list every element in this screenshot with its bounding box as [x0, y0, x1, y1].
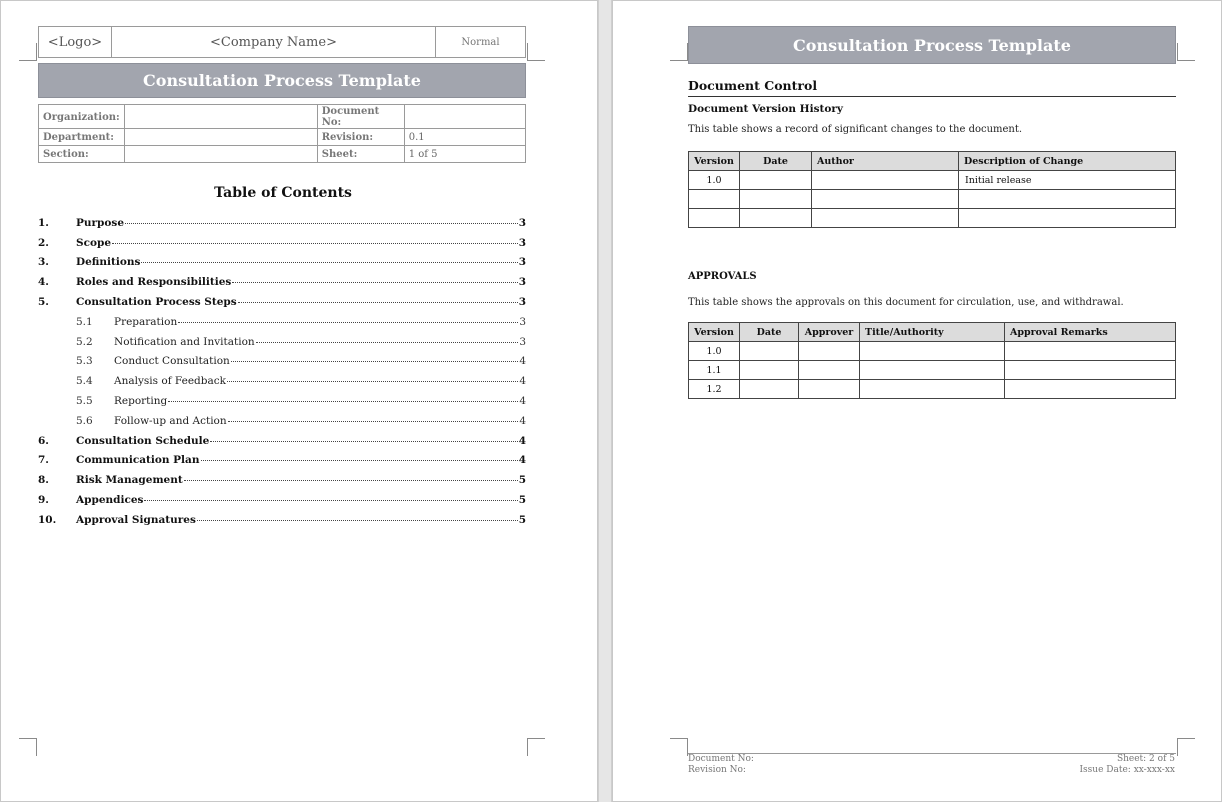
document-control-heading: Document Control	[688, 78, 1176, 97]
table-cell	[860, 380, 1005, 399]
table-row	[689, 171, 1176, 190]
toc-leader-dots	[168, 401, 518, 402]
sheet-value: 1 of 5	[404, 146, 525, 163]
toc-entry[interactable]	[38, 332, 526, 352]
document-title: Consultation Process Template	[38, 63, 526, 98]
crop-mark	[1177, 43, 1195, 61]
toc-entry-page: 5	[518, 513, 526, 526]
toc-leader-dots	[231, 361, 519, 362]
toc-entry-number: 5.4	[76, 375, 93, 388]
crop-mark	[527, 43, 545, 61]
toc-entry-number: 2.	[38, 236, 49, 249]
table-cell	[1005, 380, 1176, 399]
department-value	[124, 129, 317, 146]
footer-issue-date: Issue Date: xx-xxx-xx	[1079, 765, 1175, 775]
table-cell	[740, 361, 799, 380]
toc-entry-page: 4	[518, 454, 526, 467]
section-value	[124, 146, 317, 163]
crop-mark	[19, 43, 37, 61]
footer-revision-no: Revision No:	[688, 765, 746, 775]
table-row	[689, 380, 1176, 399]
toc-entry[interactable]	[38, 431, 526, 451]
style-label: Normal	[436, 27, 526, 58]
toc-entry-number: 9.	[38, 494, 49, 507]
toc-leader-dots	[232, 282, 517, 283]
footer-document-no: Document No:	[688, 754, 754, 764]
toc-entry-text: Roles and Responsibilities	[76, 276, 232, 289]
toc-entry-text: Approval Signatures	[76, 513, 196, 526]
toc-leader-dots	[256, 342, 519, 343]
header-table	[38, 26, 526, 58]
toc-entry[interactable]	[38, 411, 526, 431]
toc-leader-dots	[197, 520, 518, 521]
table-cell	[1005, 361, 1176, 380]
version-history-heading: Document Version History	[688, 103, 843, 115]
sheet-label: Sheet:	[317, 146, 404, 163]
department-label: Department:	[39, 129, 125, 146]
toc-entry-page: 3	[518, 256, 526, 269]
toc-entry-number: 1.	[38, 216, 49, 229]
toc-leader-dots	[125, 223, 518, 224]
version-history-description: This table shows a record of significant changes to the document.	[688, 124, 1023, 135]
revision-label: Revision:	[317, 129, 404, 146]
toc-entry-page: 3	[518, 276, 526, 289]
toc-entry-text: Notification and Invitation	[114, 335, 255, 348]
column-header: Approval Remarks	[1005, 323, 1176, 342]
table-row	[689, 209, 1176, 228]
table-of-contents	[38, 213, 526, 530]
toc-entry-text: Reporting	[114, 395, 168, 408]
toc-entry-page: 3	[518, 236, 526, 249]
table-cell	[812, 209, 959, 228]
crop-mark	[1177, 738, 1195, 756]
toc-entry-number: 5.1	[76, 315, 93, 328]
table-cell	[689, 209, 740, 228]
toc-entry-number: 8.	[38, 474, 49, 487]
toc-entry-page: 4	[518, 434, 526, 447]
revision-value: 0.1	[404, 129, 525, 146]
column-header: Date	[740, 323, 799, 342]
toc-entry-number: 5.3	[76, 355, 93, 368]
toc-entry[interactable]	[38, 470, 526, 490]
organization-value	[124, 105, 317, 129]
footer-divider	[688, 753, 1176, 754]
page-2	[612, 0, 1222, 802]
toc-entry-text: Appendices	[76, 494, 144, 507]
table-cell	[812, 190, 959, 209]
toc-entry[interactable]	[38, 451, 526, 471]
page-gutter	[598, 0, 612, 802]
toc-entry-text: Consultation Schedule	[76, 434, 210, 447]
toc-entry[interactable]	[38, 213, 526, 233]
logo-placeholder: <Logo>	[39, 27, 112, 58]
crop-mark	[670, 43, 688, 61]
toc-entry-number: 5.6	[76, 414, 93, 427]
table-cell	[740, 342, 799, 361]
toc-leader-dots	[184, 480, 518, 481]
toc-entry-page: 3	[518, 296, 526, 309]
approvals-table	[688, 322, 1176, 399]
toc-entry-text: Definitions	[76, 256, 141, 269]
toc-entry-text: Scope	[76, 236, 112, 249]
toc-leader-dots	[227, 381, 518, 382]
table-cell: Initial release	[959, 171, 1176, 190]
toc-entry-number: 7.	[38, 454, 49, 467]
table-cell	[1005, 342, 1176, 361]
toc-entry-page: 4	[519, 395, 526, 408]
toc-entry-number: 5.2	[76, 335, 93, 348]
table-cell: 1.0	[689, 171, 740, 190]
table-cell	[740, 209, 812, 228]
toc-entry-number: 5.	[38, 296, 49, 309]
table-cell	[689, 190, 740, 209]
approvals-heading: APPROVALS	[688, 271, 757, 282]
toc-entry-page: 5	[518, 474, 526, 487]
toc-entry-text: Risk Management	[76, 474, 183, 487]
toc-entry[interactable]	[38, 371, 526, 391]
toc-entry[interactable]	[38, 510, 526, 530]
section-label: Section:	[39, 146, 125, 163]
table-cell	[860, 361, 1005, 380]
table-cell	[959, 190, 1176, 209]
document-no-label: Document No:	[317, 105, 404, 129]
toc-entry-text: Analysis of Feedback	[114, 375, 226, 388]
toc-title: Table of Contents	[214, 185, 352, 201]
toc-entry[interactable]	[38, 490, 526, 510]
toc-entry[interactable]	[38, 233, 526, 253]
table-row	[689, 361, 1176, 380]
toc-leader-dots	[201, 460, 518, 461]
table-cell: 1.0	[689, 342, 740, 361]
toc-entry-page: 4	[519, 355, 526, 368]
table-cell	[740, 380, 799, 399]
document-title-page-2: Consultation Process Template	[688, 26, 1176, 64]
toc-entry-text: Consultation Process Steps	[76, 296, 237, 309]
table-cell	[799, 342, 860, 361]
column-header: Title/Authority	[860, 323, 1005, 342]
toc-entry[interactable]	[38, 292, 526, 312]
toc-entry[interactable]	[38, 352, 526, 372]
page-1	[0, 0, 598, 802]
toc-entry-page: 3	[519, 335, 526, 348]
toc-entry[interactable]	[38, 391, 526, 411]
toc-leader-dots	[144, 500, 517, 501]
crop-mark	[670, 738, 688, 756]
toc-entry-page: 3	[518, 216, 526, 229]
document-no-value	[404, 105, 525, 129]
table-row	[689, 190, 1176, 209]
toc-leader-dots	[141, 262, 517, 263]
crop-mark	[19, 738, 37, 756]
table-cell	[740, 190, 812, 209]
toc-entry-text: Purpose	[76, 216, 124, 229]
toc-entry[interactable]	[38, 272, 526, 292]
approvals-description: This table shows the approvals on this document for circulation, use, and withdrawal.	[688, 297, 1124, 308]
organization-label: Organization:	[39, 105, 125, 129]
toc-entry-text: Preparation	[114, 315, 178, 328]
table-cell: 1.1	[689, 361, 740, 380]
crop-mark	[527, 738, 545, 756]
toc-entry-page: 4	[519, 414, 526, 427]
table-cell	[860, 342, 1005, 361]
toc-entry-text: Follow-up and Action	[114, 414, 227, 427]
column-header: Version	[689, 152, 740, 171]
table-cell	[959, 209, 1176, 228]
column-header: Date	[740, 152, 812, 171]
toc-leader-dots	[238, 302, 518, 303]
toc-entry[interactable]	[38, 253, 526, 273]
table-cell	[812, 171, 959, 190]
company-name: <Company Name>	[112, 27, 436, 58]
table-cell	[799, 380, 860, 399]
version-history-table	[688, 151, 1176, 228]
column-header: Description of Change	[959, 152, 1176, 171]
toc-entry[interactable]	[38, 312, 526, 332]
toc-entry-page: 4	[519, 375, 526, 388]
column-header: Version	[689, 323, 740, 342]
column-header: Author	[812, 152, 959, 171]
toc-entry-number: 10.	[38, 513, 57, 526]
table-cell: 1.2	[689, 380, 740, 399]
column-header: Approver	[799, 323, 860, 342]
toc-leader-dots	[210, 441, 517, 442]
toc-leader-dots	[228, 421, 519, 422]
toc-entry-page: 3	[519, 315, 526, 328]
table-cell	[740, 171, 812, 190]
toc-entry-text: Communication Plan	[76, 454, 200, 467]
table-cell	[799, 361, 860, 380]
toc-entry-text: Conduct Consultation	[114, 355, 230, 368]
toc-entry-page: 5	[518, 494, 526, 507]
table-row	[689, 342, 1176, 361]
toc-entry-number: 5.5	[76, 395, 93, 408]
toc-entry-number: 4.	[38, 276, 49, 289]
toc-leader-dots	[112, 243, 518, 244]
toc-entry-number: 6.	[38, 434, 49, 447]
footer-sheet: Sheet: 2 of 5	[1116, 754, 1175, 764]
toc-entry-number: 3.	[38, 256, 49, 269]
toc-leader-dots	[178, 322, 518, 323]
meta-table	[38, 104, 526, 163]
